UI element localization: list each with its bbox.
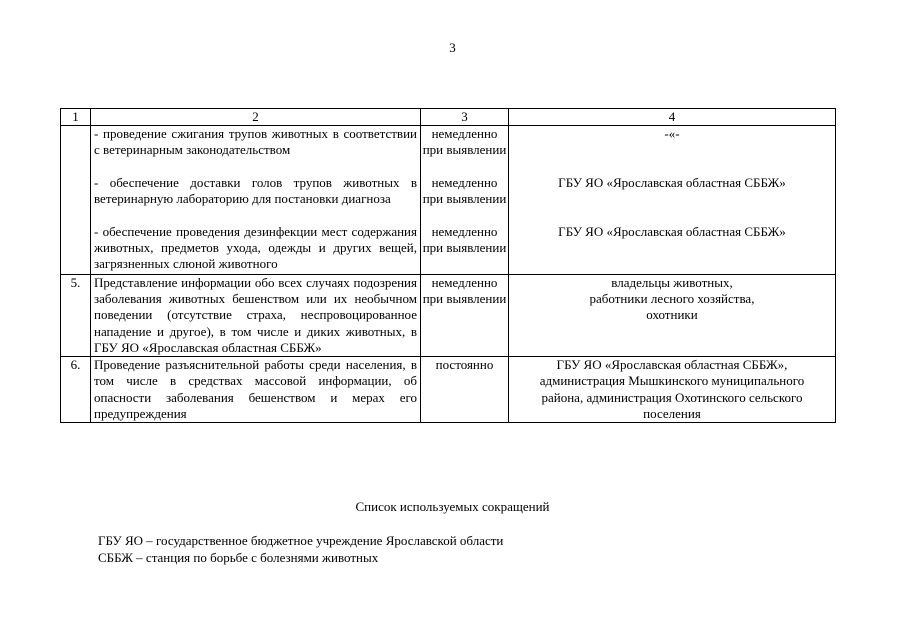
deadline-text: немедленно при выявлении: [421, 274, 509, 356]
abbreviation-item: ГБУ ЯО – государственное бюджетное учреждение Ярославской области: [98, 533, 504, 548]
table-row: [61, 126, 836, 275]
measure-text: Проведение разъяснительной работы среди населения, в том числе в средствах массовой информации, об опасности заболевания бешенством и мерах его предупреждения: [91, 357, 421, 423]
header-col-3: 3: [421, 109, 509, 126]
page-number: 3: [449, 40, 456, 55]
table-row: [61, 357, 836, 423]
row-number: 5.: [61, 274, 91, 356]
measure-text: - проведение сжигания трупов животных в соответствии с ветеринарным законодательством: [94, 126, 417, 158]
abbreviation-item: СББЖ – станция по борьбе с болезнями животных: [98, 550, 379, 565]
responsible-text: -«-: [664, 126, 680, 141]
row-number: 6.: [61, 357, 91, 423]
deadline-text: немедленно при выявлении: [422, 174, 507, 207]
responsible-cell: [509, 126, 836, 275]
table-row: [61, 274, 836, 356]
measure-text: - обеспечение доставки голов трупов животных в ветеринарную лабораторию для постановки диагноза: [94, 174, 417, 207]
header-col-1: 1: [61, 109, 91, 126]
header-col-4: 4: [509, 109, 836, 126]
measure-text: - обеспечение проведения дезинфекции мест содержания животных, предметов ухода, одежды и других вещей, загрязненных слюной животного: [94, 223, 417, 272]
row-number: [61, 126, 91, 275]
deadline-cell: [421, 126, 509, 275]
responsible-text: ГБУ ЯО «Ярославская областная СББЖ»: [558, 223, 786, 239]
responsible-text: ГБУ ЯО «Ярославская областная СББЖ», администрация Мышкинского муниципального района, администрация Охотинского сельского поселения: [509, 357, 836, 423]
abbreviations-title: Список используемых сокращений: [355, 499, 550, 514]
deadline-text: немедленно при выявлении: [422, 126, 507, 158]
deadline-text: немедленно при выявлении: [422, 223, 507, 256]
header-col-2: 2: [91, 109, 421, 126]
table-header-row: [61, 109, 836, 126]
measure-cell: [91, 126, 421, 275]
responsible-text: владельцы животных, работники лесного хозяйства, охотники: [509, 274, 836, 356]
deadline-text: постоянно: [421, 357, 509, 423]
measure-text: Представление информации обо всех случаях подозрения заболевания животных бешенством или их необычном поведении (отсутствие страха, неспровоцированное нападение и другое), в том числе и диких животных, в ГБУ ЯО «Ярославская областная СББЖ»: [91, 274, 421, 356]
measures-table: [60, 108, 836, 423]
responsible-text: ГБУ ЯО «Ярославская областная СББЖ»: [558, 174, 786, 190]
